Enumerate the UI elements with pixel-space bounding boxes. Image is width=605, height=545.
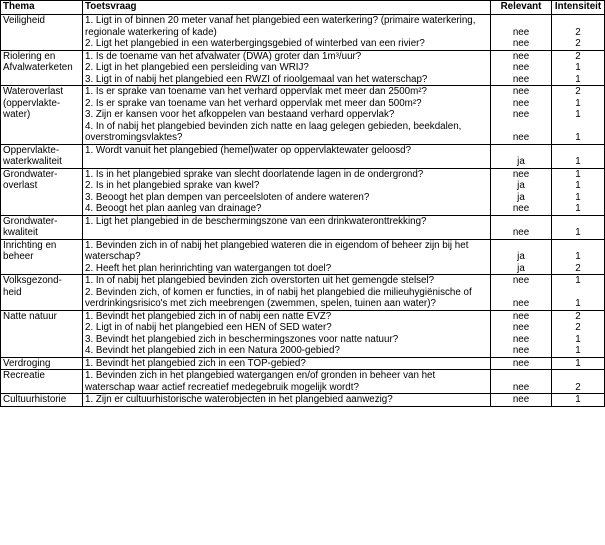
intensiteit-cell: [552, 215, 605, 239]
thema-cell: [1, 310, 83, 357]
relevant-value: nee: [512, 97, 530, 109]
relevant-cell: [491, 50, 552, 86]
question-text: 1. Bevinden zich in of nabij het plangebied wateren die in eigendom of beheer zijn bij het waterschap?: [85, 239, 469, 262]
question-text: 1. Zijn er cultuurhistorische waterobjecten in het plangebied aanwezig?: [85, 394, 393, 405]
question-text: 2. Ligt het plangebied in een waterbergingsgebied of winterbed van een rivier?: [85, 38, 425, 49]
thema-label: Natte natuur: [3, 310, 57, 322]
intensiteit-value: 1: [575, 275, 581, 286]
intensiteit-value: 1: [575, 333, 581, 345]
toetsvraag-cell: [83, 86, 491, 145]
intensiteit-value: 1: [575, 73, 581, 85]
toetsvraag-cell: [83, 144, 491, 168]
question-text: 1. Is de toename van het afvalwater (DWA) groter dan 1m³/uur?: [85, 50, 362, 62]
question-text: 2. Bevinden zich, of komen er functies, in of nabij het plangebied die milieuhygiënische of verdrinkingsrisico's met zich meebrengen (zwemmen, spelen, tuinen aan water)?: [85, 286, 472, 309]
table-row: [1, 239, 605, 275]
relevant-value: nee: [512, 38, 530, 49]
relevant-value: nee: [512, 86, 530, 97]
question-text: 3. Zijn er kansen voor het afkoppelen van bestaand verhard oppervlak?: [85, 109, 395, 120]
toetsvraag-cell: [83, 168, 491, 215]
relevant-cell: [491, 86, 552, 145]
relevant-value: nee: [512, 275, 530, 286]
intensiteit-value: 1: [575, 180, 581, 191]
thema-label: Inrichting en beheer: [3, 239, 57, 262]
question-text: 2. Heeft het plan herinrichting van watergangen tot doel?: [85, 262, 332, 274]
relevant-value: ja: [517, 156, 525, 167]
intensiteit-value: 2: [575, 86, 581, 97]
intensiteit-value: 1: [575, 203, 581, 214]
question-text: 2. Is in het plangebied sprake van kwel?: [85, 180, 260, 191]
intensiteit-value: 1: [575, 357, 581, 369]
table-row: [1, 144, 605, 168]
thema-label: Cultuurhistorie: [3, 394, 67, 405]
intensiteit-cell: [552, 144, 605, 168]
question-text: 2. Ligt in of nabij het plangebied een HEN of SED water?: [85, 322, 332, 333]
intensiteit-value: 2: [575, 26, 581, 38]
header-intensiteit: Intensiteit: [552, 1, 605, 15]
intensiteit-cell: [552, 275, 605, 311]
question-text: 4. In of nabij het plangebied bevinden zich natte en laag gelegen gebieden, beekdalen, overstromingsvlaktes?: [85, 120, 462, 143]
table-body: [1, 15, 605, 407]
table-row: [1, 394, 605, 407]
relevant-value: nee: [512, 203, 530, 214]
header-thema: Thema: [1, 1, 83, 15]
thema-cell: [1, 357, 83, 370]
question-text: 1. Bevindt het plangebied zich in een TOP-gebied?: [85, 357, 306, 369]
intensiteit-cell: [552, 394, 605, 407]
relevant-cell: [491, 394, 552, 407]
question-text: 2. Is er sprake van toename van het verhard oppervlak met meer dan 500m²?: [85, 97, 422, 109]
question-text: 1. Ligt in of binnen 20 meter vanaf het plangebied een waterkering? (primaire waterkering, regionale waterkering of kade): [85, 15, 476, 38]
relevant-cell: [491, 370, 552, 394]
intensiteit-value: 1: [575, 251, 581, 262]
relevant-value: nee: [512, 73, 530, 85]
table-row: [1, 275, 605, 311]
relevant-cell: [491, 357, 552, 370]
intensiteit-value: 2: [575, 50, 581, 62]
intensiteit-cell: [552, 370, 605, 394]
relevant-value: nee: [512, 381, 530, 393]
toetsvraag-cell: [83, 310, 491, 357]
relevant-cell: [491, 15, 552, 51]
relevant-value: nee: [512, 168, 530, 180]
thema-label: Verdroging: [3, 357, 51, 369]
relevant-value: nee: [512, 132, 530, 143]
thema-cell: [1, 239, 83, 275]
relevant-value: ja: [517, 262, 525, 274]
toetsvraag-cell: [83, 275, 491, 311]
intensiteit-value: 1: [575, 109, 581, 120]
question-text: 1. Is in het plangebied sprake van slecht doorlatende lagen in de ondergrond?: [85, 168, 424, 180]
relevant-value: nee: [512, 62, 530, 73]
table-row: [1, 215, 605, 239]
relevant-value: nee: [512, 227, 530, 238]
table-row: [1, 50, 605, 86]
thema-cell: [1, 168, 83, 215]
table-row: [1, 310, 605, 357]
relevant-cell: [491, 275, 552, 311]
intensiteit-cell: [552, 310, 605, 357]
intensiteit-cell: [552, 86, 605, 145]
relevant-value: nee: [512, 322, 530, 333]
question-text: 4. Beoogt het plan aanleg van drainage?: [85, 203, 262, 214]
thema-cell: [1, 144, 83, 168]
thema-cell: [1, 394, 83, 407]
thema-label: Riolering en Afvalwaterketen: [3, 50, 73, 73]
thema-label: Veiligheid: [3, 15, 45, 26]
toetsvraag-cell: [83, 394, 491, 407]
thema-label: Oppervlakte-waterkwaliteit: [3, 144, 62, 167]
question-text: 1. Bevinden zich in het plangebied watergangen en/of gronden in beheer van het waterschap waar actief recreatief medegebruik mogelijk wordt?: [85, 370, 436, 393]
question-text: 3. Beoogt het plan dempen van perceelsloten of andere wateren?: [85, 191, 370, 203]
intensiteit-value: 1: [575, 62, 581, 73]
relevant-value: ja: [517, 251, 525, 262]
intensiteit-value: 1: [575, 156, 581, 167]
relevant-value: nee: [512, 394, 530, 405]
thema-cell: [1, 215, 83, 239]
table-row: [1, 370, 605, 394]
intensiteit-cell: [552, 239, 605, 275]
relevant-value: ja: [517, 191, 525, 203]
intensiteit-cell: [552, 357, 605, 370]
intensiteit-value: 1: [575, 298, 581, 309]
intensiteit-value: 2: [575, 381, 581, 393]
question-text: 1. Ligt het plangebied in de beschermingszone van een drinkwateronttrekking?: [85, 215, 427, 227]
intensiteit-value: 1: [575, 168, 581, 180]
relevant-cell: [491, 310, 552, 357]
relevant-value: nee: [512, 357, 530, 369]
thema-cell: [1, 370, 83, 394]
thema-cell: [1, 275, 83, 311]
intensiteit-value: 1: [575, 345, 581, 356]
table-row: [1, 357, 605, 370]
relevant-value: nee: [512, 50, 530, 62]
question-text: 1. In of nabij het plangebied bevinden zich overstorten uit het gemengde stelsel?: [85, 275, 435, 286]
question-text: 1. Wordt vanuit het plangebied (hemel)water op oppervlaktewater geloosd?: [85, 144, 412, 156]
intensiteit-value: 2: [575, 322, 581, 333]
relevant-value: nee: [512, 345, 530, 356]
question-text: 4. Bevindt het plangebied zich in een Natura 2000-gebied?: [85, 345, 340, 356]
toetsvraag-cell: [83, 357, 491, 370]
question-text: 1. Bevindt het plangebied zich in of nabij een natte EVZ?: [85, 310, 332, 322]
intensiteit-cell: [552, 15, 605, 51]
question-text: 3. Ligt in of nabij het plangebied een RWZI of rioolgemaal van het waterschap?: [85, 73, 428, 85]
intensiteit-value: 1: [575, 132, 581, 143]
table-row: [1, 86, 605, 145]
toetsvraag-cell: [83, 239, 491, 275]
thema-label: Volksgezond-heid: [3, 275, 62, 298]
intensiteit-value: 2: [575, 310, 581, 322]
relevant-value: nee: [512, 26, 530, 38]
thema-label: Wateroverlast (oppervlakte-water): [3, 86, 64, 120]
relevant-value: nee: [512, 310, 530, 322]
thema-cell: [1, 86, 83, 145]
relevant-value: nee: [512, 298, 530, 309]
thema-cell: [1, 15, 83, 51]
intensiteit-value: 1: [575, 227, 581, 238]
intensiteit-cell: [552, 50, 605, 86]
intensiteit-value: 1: [575, 191, 581, 203]
intensiteit-value: 1: [575, 97, 581, 109]
toetsvraag-cell: [83, 370, 491, 394]
header-row: [1, 1, 605, 15]
relevant-cell: [491, 239, 552, 275]
table-row: [1, 15, 605, 51]
intensiteit-value: 2: [575, 262, 581, 274]
toetsvraag-cell: [83, 215, 491, 239]
relevant-value: nee: [512, 109, 530, 120]
question-text: 1. Is er sprake van toename van het verhard oppervlak met meer dan 2500m²?: [85, 86, 427, 97]
header-relevant: Relevant: [491, 1, 552, 15]
thema-cell: [1, 50, 83, 86]
intensiteit-value: 1: [575, 394, 581, 405]
relevant-cell: [491, 168, 552, 215]
toetsvraag-cell: [83, 15, 491, 51]
relevant-value: ja: [517, 180, 525, 191]
thema-label: Grondwater-kwaliteit: [3, 215, 58, 238]
thema-label: Recreatie: [3, 370, 45, 381]
relevant-cell: [491, 215, 552, 239]
intensiteit-value: 2: [575, 38, 581, 49]
relevant-value: nee: [512, 333, 530, 345]
table-row: [1, 168, 605, 215]
thema-label: Grondwater-overlast: [3, 168, 58, 191]
question-text: 3. Bevindt het plangebied zich in beschermingszones voor natte natuur?: [85, 333, 399, 345]
question-text: 2. Ligt in het plangebied een persleiding van WRIJ?: [85, 62, 309, 73]
header-toetsvraag: Toetsvraag: [83, 1, 491, 15]
intensiteit-cell: [552, 168, 605, 215]
toetsvraag-cell: [83, 50, 491, 86]
relevant-cell: [491, 144, 552, 168]
